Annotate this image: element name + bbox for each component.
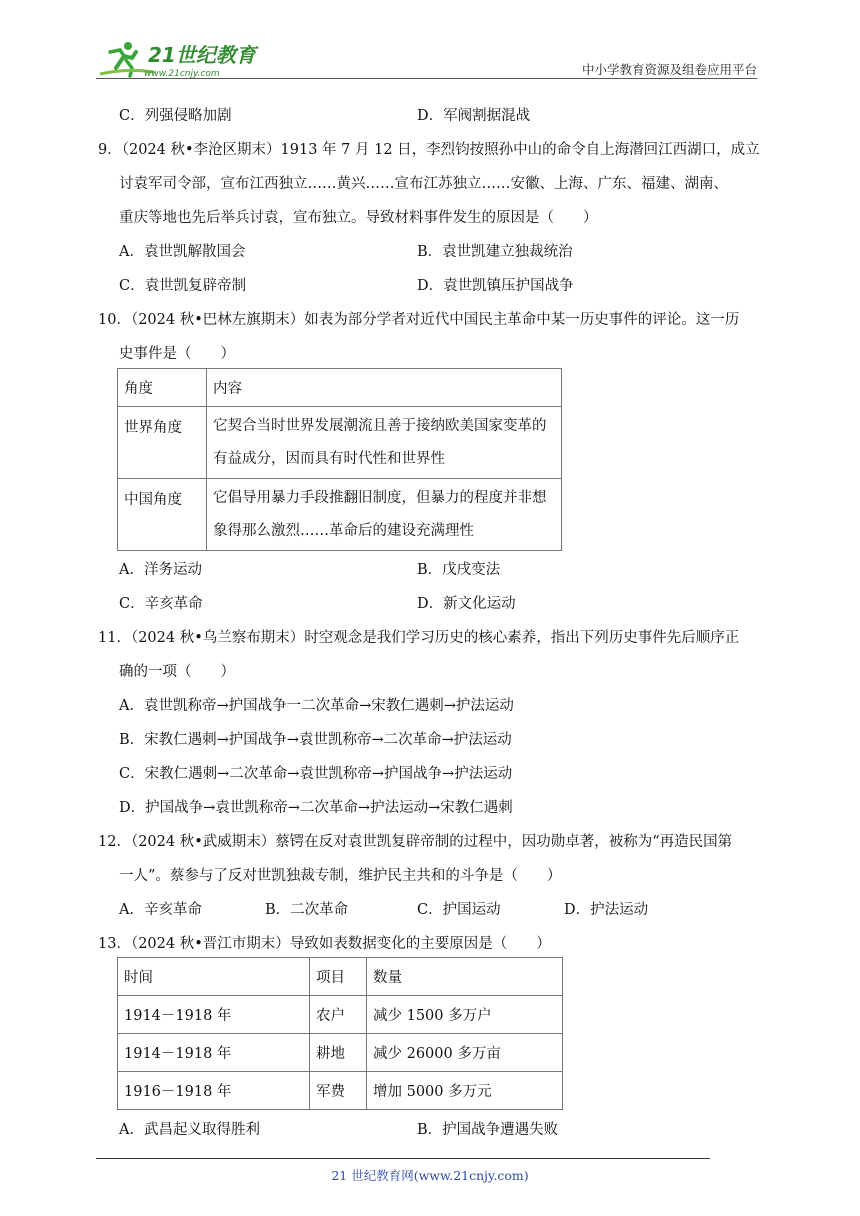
table-cell: 耕地	[310, 1034, 367, 1072]
logo-url: www.21cnjy.com	[144, 69, 220, 79]
table-header-cell: 内容	[207, 369, 562, 407]
q9-stem-line3: 重庆等地也先后举兵讨袁，宣布独立。导致材料事件发生的原因是（ ）	[119, 210, 598, 226]
q13-table	[117, 957, 563, 1110]
table-cell-line: 它契合当时世界发展潮流且善于接纳欧美国家变革的	[213, 418, 547, 434]
running-man-logo-icon	[96, 38, 266, 82]
table-cell	[207, 407, 562, 479]
table-cell: 减少 1500 多万户	[367, 996, 563, 1034]
q12-option-b[interactable]: B．二次革命	[265, 902, 349, 918]
q9-option-c[interactable]: C．袁世凯复辟帝制	[119, 278, 247, 294]
q11-option-d[interactable]: D．护国战争→袁世凯称帝→二次革命→护法运动→宋教仁遇刺	[119, 800, 513, 816]
q9-option-a[interactable]: A．袁世凯解散国会	[119, 244, 246, 260]
q10-option-d[interactable]: D．新文化运动	[417, 596, 516, 612]
table-cell: 农户	[310, 996, 367, 1034]
table-header-cell: 数量	[367, 958, 563, 996]
q13-option-b[interactable]: B．护国战争遭遇失败	[417, 1122, 559, 1138]
table-cell-line: 有益成分，因而具有时代性和世界性	[213, 451, 445, 467]
table-cell-line: 它倡导用暴力手段推翻旧制度，但暴力的程度并非想	[213, 490, 547, 506]
q11-stem-line2: 确的一项（ ）	[119, 664, 235, 680]
q10-stem-line2: 史事件是（ ）	[119, 346, 235, 362]
platform-title: 中小学教育资源及组卷应用平台	[581, 62, 757, 77]
q13-option-a[interactable]: A．武昌起义取得胜利	[119, 1122, 260, 1138]
table-row	[118, 1034, 563, 1072]
q12-option-d[interactable]: D．护法运动	[564, 902, 649, 918]
table-cell: 军费	[310, 1072, 367, 1110]
q10-stem-line1: 10．（2024 秋•巴林左旗期末）如表为部分学者对近代中国民主革命中某一历史事件的评论。这一历	[98, 312, 740, 328]
footer-link[interactable]: 21 世纪教育网(www.21cnjy.com)	[331, 1168, 529, 1183]
table-header-cell: 角度	[118, 369, 207, 407]
q9-stem-line1: 9．（2024 秋•李沧区期末）1913 年 7 月 12 日，李烈钧按照孙中山的命令自上海潜回江西湖口，成立	[98, 142, 760, 158]
q9-option-b[interactable]: B．袁世凯建立独裁统治	[417, 244, 573, 260]
table-header-cell: 时间	[118, 958, 310, 996]
table-header-cell: 项目	[310, 958, 367, 996]
footer-divider	[96, 1158, 710, 1159]
q11-option-b[interactable]: B．宋教仁遇刺→护国战争→袁世凯称帝→二次革命→护法运动	[119, 732, 512, 748]
q10-option-c[interactable]: C．辛亥革命	[119, 596, 203, 612]
q12-option-c[interactable]: C．护国运动	[417, 902, 501, 918]
table-row	[118, 1072, 563, 1110]
q10-option-a[interactable]: A．洋务运动	[119, 562, 202, 578]
q10-table	[117, 368, 562, 551]
table-cell: 世界角度	[118, 407, 207, 479]
q11-stem-line1: 11．（2024 秋•乌兰察布期末）时空观念是我们学习历史的核心素养，指出下列历史事件先后顺序正	[98, 630, 740, 646]
q13-stem: 13．（2024 秋•晋江市期末）导致如表数据变化的主要原因是（ ）	[98, 936, 551, 952]
table-cell: 中国角度	[118, 479, 207, 551]
table-cell: 1916－1918 年	[118, 1072, 310, 1110]
table-row	[118, 996, 563, 1034]
q11-option-c[interactable]: C．宋教仁遇刺→二次革命→袁世凯称帝→护国战争→护法运动	[119, 766, 513, 782]
table-cell: 减少 26000 多万亩	[367, 1034, 563, 1072]
q8-option-d[interactable]: D．军阀割据混战	[417, 108, 531, 124]
table-cell-line: 象得那么激烈……革命后的建设充满理性	[213, 523, 474, 539]
q12-stem-line1: 12．（2024 秋•武威期末）蔡锷在反对袁世凯复辟帝制的过程中，因功勋卓著，被称为“再造民国第	[98, 834, 733, 850]
q9-stem-line2: 讨袁军司令部，宣布江西独立……黄兴……宣布江苏独立……安徽、上海、广东、福建、湖南、	[119, 176, 728, 192]
site-logo[interactable]	[96, 38, 266, 82]
table-cell: 1914－1918 年	[118, 996, 310, 1034]
q12-option-a[interactable]: A．辛亥革命	[119, 902, 202, 918]
q11-option-a[interactable]: A．袁世凯称帝→护国战争一二次革命→宋教仁遇刺→护法运动	[119, 698, 514, 714]
table-cell: 1914－1918 年	[118, 1034, 310, 1072]
table-cell: 增加 5000 多万元	[367, 1072, 563, 1110]
q10-option-b[interactable]: B．戊戌变法	[417, 562, 501, 578]
q12-stem-line2: 一人”。蔡参与了反对世凯独裁专制，维护民主共和的斗争是（ ）	[119, 868, 562, 884]
header-divider	[96, 78, 757, 79]
q8-option-c[interactable]: C．列强侵略加剧	[119, 108, 232, 124]
logo-text: 21世纪教育	[148, 43, 256, 67]
q9-option-d[interactable]: D．袁世凯镇压护国战争	[417, 278, 574, 294]
table-cell	[207, 479, 562, 551]
